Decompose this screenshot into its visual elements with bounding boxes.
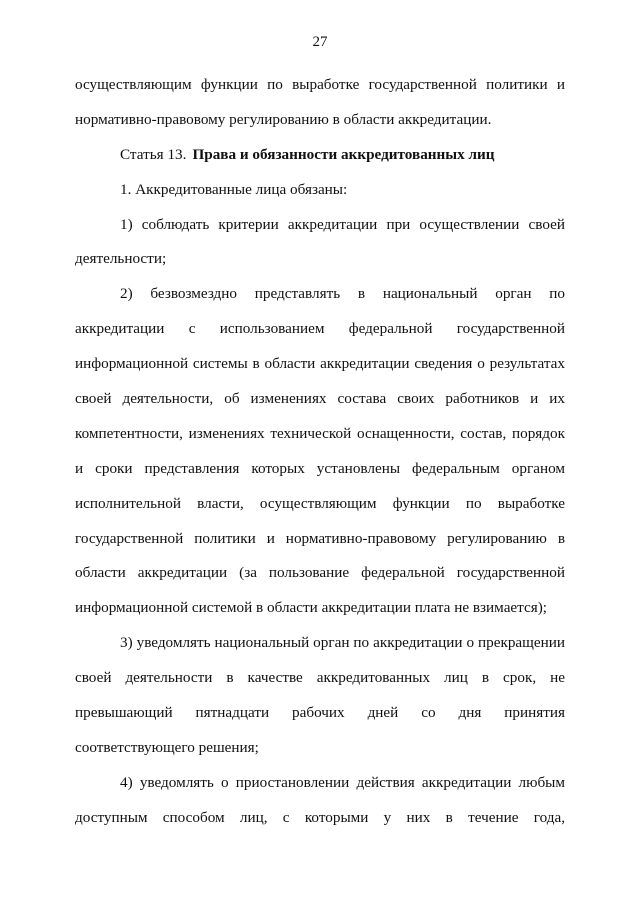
- text-line: компетентности, изменениях технической оснащенности, состав, порядок: [75, 424, 565, 442]
- text-line: нормативно-правовому регулированию в области аккредитации.: [75, 110, 492, 128]
- text-line: доступным способом лиц, с которыми у них в течение года,: [75, 808, 565, 826]
- text-line: и сроки представления которых установлены федеральным органом: [75, 459, 565, 477]
- text-line: превышающий пятнадцати рабочих дней со дня принятия: [75, 704, 565, 722]
- article-heading: [75, 138, 565, 173]
- text-line: 3) уведомлять национальный орган по аккредитации о прекращении: [120, 634, 565, 652]
- text-line: 4) уведомлять о приостановлении действия аккредитации любым: [120, 773, 565, 791]
- page-number: 27: [312, 34, 328, 50]
- text-line: 1. Аккредитованные лица обязаны:: [120, 180, 348, 198]
- text-line: государственной политики и нормативно-правовому регулированию в: [75, 529, 565, 547]
- text-line: области аккредитации (за пользование федеральной государственной: [75, 564, 565, 582]
- document-body: [75, 68, 565, 836]
- text-line: 1) соблюдать критерии аккредитации при осуществлении своей: [120, 215, 565, 233]
- text-line: аккредитации с использованием федеральной государственной: [75, 320, 565, 338]
- text-line: исполнительной власти, осуществляющим функции по выработке: [75, 494, 565, 512]
- article-title: Права и обязанности аккредитованных лиц: [192, 145, 495, 163]
- text-line: 2) безвозмездно представлять в национальный орган по: [120, 285, 565, 303]
- text-line: информационной системой в области аккредитации плата не взимается);: [75, 599, 547, 617]
- text-line: соответствующего решения;: [75, 738, 259, 756]
- text-line: информационной системы в области аккредитации сведения о результатах: [75, 355, 565, 373]
- text-line: своей деятельности, об изменениях состава своих работников и их: [75, 390, 565, 408]
- text-line: деятельности;: [75, 250, 167, 268]
- article-number: Статья 13.: [120, 145, 187, 163]
- text-line: осуществляющим функции по выработке государственной политики и: [75, 76, 565, 93]
- text-line: своей деятельности в качестве аккредитованных лиц в срок, не: [75, 669, 565, 687]
